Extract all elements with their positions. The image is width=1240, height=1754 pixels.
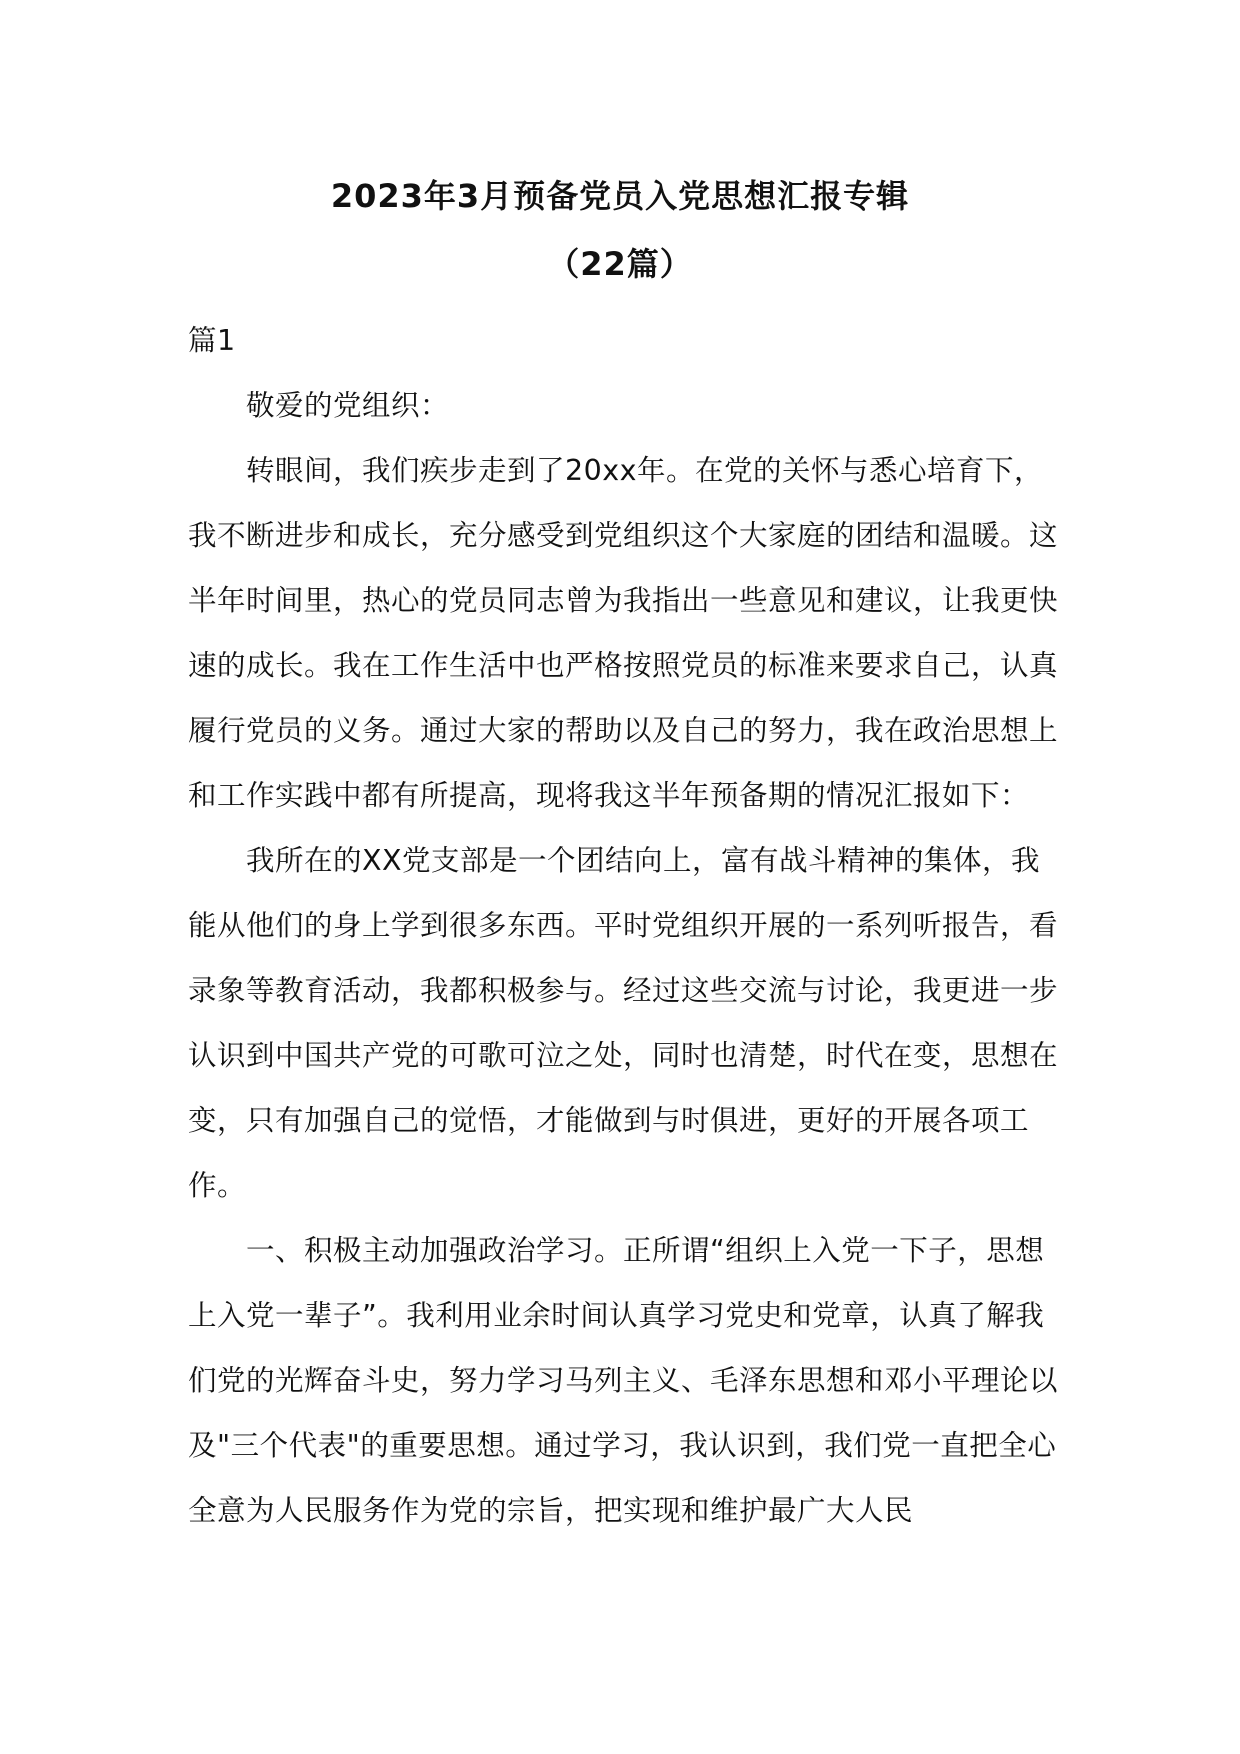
document-body [188,308,1058,1543]
salutation: 敬爱的党组织： [246,389,450,422]
body-paragraph-1: 转眼间，我们疾步走到了20xx年。在党的关怀与悉心培育下，我不断进步和成长，充分感受到党组织这个大家庭的团结和温暖。这半年时间里，热心的党员同志曾为我指出一些意见和建议，让我更快速的成长。我在工作生活中也严格按照党员的标准来要求自己，认真履行党员的义务。通过大家的帮助以及自己的努力，我在政治思想上和工作实践中都有所提高，现将我这半年预备期的情况汇报如下： [188,454,1059,812]
section-label: 篇1 [188,324,236,357]
document-title: 2023年3月预备党员入党思想汇报专辑 [330,177,910,215]
body-paragraph-2: 我所在的XX党支部是一个团结向上，富有战斗精神的集体，我能从他们的身上学到很多东西。平时党组织开展的一系列听报告，看录象等教育活动，我都积极参与。经过这些交流与讨论，我更进一步认识到中国共产党的可歌可泣之处，同时也清楚，时代在变，思想在变，只有加强自己的觉悟，才能做到与时俱进，更好的开展各项工作。 [188,844,1059,1202]
document-subtitle: （22篇） [547,245,693,283]
body-paragraph-3: 一、积极主动加强政治学习。正所谓“组织上入党一下子，思想上入党一辈子”。我利用业余时间认真学习党史和党章，认真了解我们党的光辉奋斗史，努力学习马列主义、毛泽东思想和邓小平理论以及"三个代表"的重要思想。通过学习，我认识到，我们党一直把全心全意为人民服务作为党的宗旨，把实现和维护最广大人民 [188,1234,1059,1527]
